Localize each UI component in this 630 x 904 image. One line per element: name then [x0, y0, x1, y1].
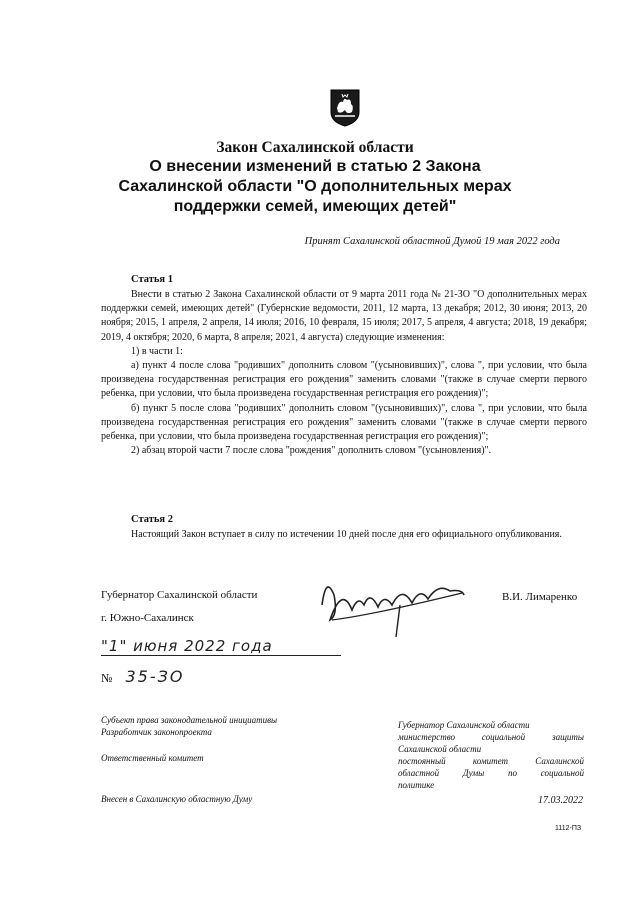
- article-1-heading: Статья 1: [131, 274, 173, 285]
- law-title: Закон Сахалинской области: [216, 139, 414, 156]
- article-1-body: [101, 288, 587, 458]
- article-2-paragraph: Настоящий Закон вступает в силу по истечении 10 дней после дня его официального опубликования.: [131, 529, 562, 540]
- subtitle-line: поддержки семей, имеющих детей": [173, 198, 457, 215]
- footer-line: Губернатор Сахалинской области: [398, 720, 530, 730]
- signing-city: г. Южно-Сахалинск: [101, 612, 194, 624]
- signer-position: Губернатор Сахалинской области: [101, 589, 258, 601]
- handwritten-date: "1" июня 2022 года: [101, 637, 341, 656]
- subtitle-line: О внесении изменений в статью 2 Закона: [149, 158, 481, 175]
- footer-line: Субъект права законодательной инициативы: [101, 715, 278, 725]
- footer-date: 17.03.2022: [538, 795, 583, 806]
- handwritten-signature: [312, 565, 472, 645]
- article-1-paragraph: 1) в части 1:: [131, 345, 183, 357]
- footer-line: Разработчик законопроекта: [101, 727, 212, 737]
- number-label: №: [101, 671, 113, 685]
- footer-line: министерство социальной защиты: [398, 732, 584, 742]
- coat-of-arms-icon: [329, 88, 361, 128]
- signer-name: В.И. Лимаренко: [502, 591, 578, 603]
- article-2-body: [101, 528, 587, 542]
- subtitle-line: Сахалинской области "О дополнительных мерах: [118, 178, 512, 195]
- law-number: [101, 667, 184, 686]
- footer-left-submitted: Внесен в Сахалинскую областную Думу: [101, 794, 253, 804]
- law-subtitle: [0, 157, 630, 217]
- footer-line: постоянный комитет Сахалинской: [398, 756, 584, 766]
- footer-left-committee: Ответственный комитет: [101, 753, 204, 763]
- article-1-paragraph: Внести в статью 2 Закона Сахалинской области от 9 марта 2011 года № 21-ЗО "О дополнительных мерах поддержки семей, имеющих детей" (Губернские ведомости, 2011, 12 марта, 13 декабря; 2012, 30 июня; 2013, 20 ноября; 2015, 1 апреля, 2 апреля, 14 июля; 2016, 10 февраля, 15 июля; 2017, 5 апреля, 4 августа; 2018, 19 декабря; 2019, 4 октября; 2020, 6 марта, 8 апреля; 2021, 4 августа) следующие изменения:: [101, 289, 587, 343]
- footer-line: Сахалинской области: [398, 744, 482, 754]
- footer-line: политике: [398, 780, 435, 790]
- handwritten-number: 35-ЗО: [125, 667, 185, 686]
- article-2-heading: Статья 2: [131, 514, 173, 525]
- article-1-paragraph: б) пункт 5 после слова "родивших" дополнить словом "(усыновивших)", слова ", при условии, что была произведена государственная регистрация его рождения" заменить словами "(также в случае смерти первого ребенка, при условии, что была произведена государственная регистрация его рождения)";: [101, 402, 587, 443]
- footer-left-initiative: [101, 714, 277, 738]
- footer-right-block: [398, 719, 584, 791]
- adoption-note: Принят Сахалинской областной Думой 19 мая 2022 года: [304, 236, 560, 247]
- footer-line: областной Думы по социальной: [398, 768, 584, 778]
- article-1-paragraph: 2) абзац второй части 7 после слова "рождения" дополнить словом "(усыновления)".: [131, 445, 492, 457]
- document-code: 1112-ПЗ: [555, 825, 582, 832]
- article-1-paragraph: а) пункт 4 после слова "родивших" дополнить словом "(усыновивших)", слова ", при условии, что была произведена государственная регистрация его рождения" заменить словами "(также в случае смерти первого ребенка, при условии, что была произведена государственная регистрация его рождения)";: [101, 360, 587, 400]
